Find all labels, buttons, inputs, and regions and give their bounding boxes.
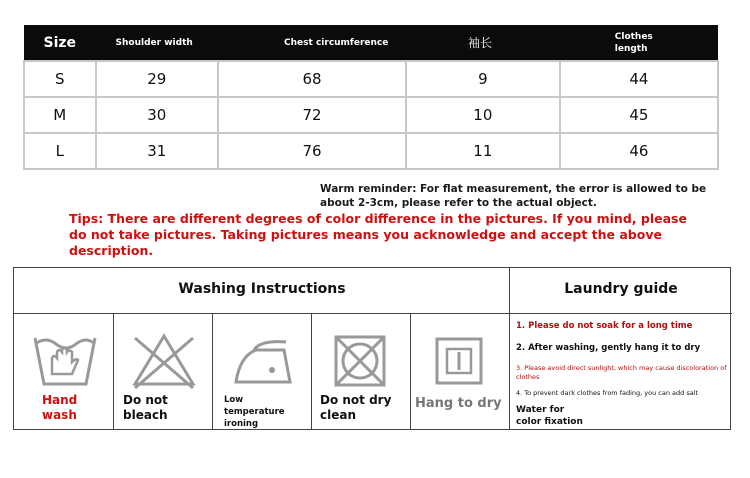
do-not-bleach-icon [131,332,197,392]
guide-item-5: Water for color fixation [516,405,583,427]
hang-to-dry-icon [434,336,484,386]
cell-sleeve: 11 [406,133,560,169]
washing-instructions-box [13,267,731,430]
cell-size: L [24,133,96,169]
cell-shoulder: 31 [96,133,219,169]
warm-reminder: Warm reminder: For flat measurement, the error is allowed to be about 2-3cm, please refer to the actual object. [320,183,707,209]
guide-item-3: 3. Please avoid direct sunlight, which may cause discoloration of clothes [516,364,727,381]
wash-item-do-not-dry-clean [311,314,410,430]
size-table [23,25,719,170]
low-temp-iron-icon [232,338,296,388]
table-row [24,97,718,133]
size-table-header [24,25,718,61]
cell-shoulder: 29 [96,61,219,97]
low-temp-ironing-label: Low temperature ironing [224,395,285,429]
do-not-dry-clean-label: Do not dry clean [320,393,392,422]
wash-item-do-not-bleach [113,314,212,430]
wash-item-low-temp-ironing [212,314,311,430]
header-sleeve-length: 袖长 [406,25,560,61]
table-row [24,61,718,97]
guide-item-2: 2. After washing, gently hang it to dry [516,343,701,353]
header-size: Size [24,25,96,61]
cell-shoulder: 30 [96,97,219,133]
do-not-dry-clean-icon [333,334,387,388]
hang-to-dry-label: Hang to dry [415,396,502,411]
washing-instructions-title: Washing Instructions [178,281,346,297]
color-tips: Tips: There are different degrees of color difference in the pictures. If you mind, please do not take pictures. Taking pictures means you acknowledge and accept the above description. [69,211,687,258]
cell-sleeve: 10 [406,97,560,133]
cell-size: S [24,61,96,97]
table-row [24,133,718,169]
cell-length: 45 [560,97,718,133]
hand-wash-label: Hand wash [42,393,78,422]
header-clothes-length: Clothes length [560,25,718,61]
cell-length: 44 [560,61,718,97]
cell-chest: 72 [218,97,406,133]
laundry-guide-title: Laundry guide [564,281,678,297]
cell-chest: 76 [218,133,406,169]
do-not-bleach-label: Do not bleach [123,393,168,422]
wash-item-hand-wash [14,314,113,430]
cell-length: 46 [560,133,718,169]
hand-wash-icon [32,332,98,390]
guide-item-1: 1. Please do not soak for a long time [516,321,693,331]
cell-sleeve: 9 [406,61,560,97]
wash-item-hang-to-dry [410,314,509,430]
guide-item-4: 4. To prevent dark clothes from fading, you can add salt [516,389,699,397]
header-shoulder-width: Shoulder width [96,25,219,61]
cell-size: M [24,97,96,133]
cell-chest: 68 [218,61,406,97]
header-chest-circumference: Chest circumference [218,25,406,61]
